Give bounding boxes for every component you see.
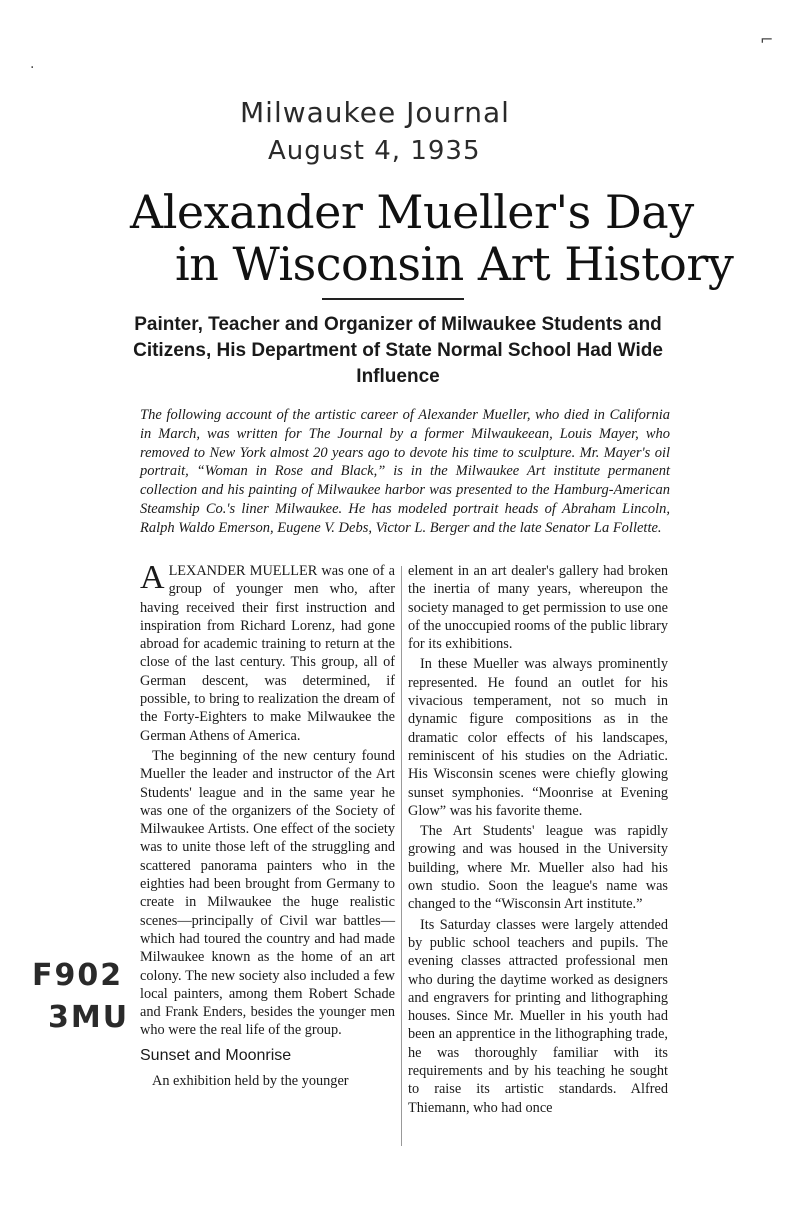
paragraph-text: LEXANDER MUELLER was one of a group of younger men who, after having received their first instruction and inspiration from Richard Lorenz, had gone abroad for academic training to return at the close of the last century. This group, all of German descent, was determined, if possible, to bring to realization the dream of the Forty-Eighters to make Milwaukee the German Athens of America. <box>140 563 395 744</box>
column-divider <box>401 566 402 1146</box>
handwritten-call-number-1: F902 <box>32 958 124 993</box>
paragraph <box>140 559 395 745</box>
handwritten-call-number-2: 3MU <box>48 1000 130 1035</box>
headline-line-1: Alexander Mueller's Day <box>130 185 694 239</box>
section-heading: Sunset and Moonrise <box>140 1046 292 1064</box>
paragraph: Its Saturday classes were largely attended by public school teachers and pupils. The evening classes attracted professional men who during the daytime worked as designers and engravers for printing and lithographing houses. Since Mr. Mueller in his youth had been an apprentice in the lithographing trade, he was thoroughly familiar with its requirements and by his teaching he sought to raise its artistic standards. Alfred Thiemann, who had once <box>408 916 668 1116</box>
article-column-left <box>140 559 395 1092</box>
drop-cap: A <box>140 559 165 596</box>
handwritten-date: August 4, 1935 <box>268 136 481 166</box>
paragraph: An exhibition held by the younger <box>152 1072 349 1089</box>
handwritten-newspaper-name: Milwaukee Journal <box>240 96 510 129</box>
paragraph: In these Mueller was always prominently represented. He found an outlet for his vivacious temperament, not so much in dynamic figure compositions as in the dramatic color effects of his landscapes, reminiscent of his studies on the Adriatic. His Wisconsin scenes were chiefly glowing sunset symphonies. “Moonrise at Evening Glow” was his favorite theme. <box>408 656 668 819</box>
subheadline: Painter, Teacher and Organizer of Milwaukee Students and Citizens, His Department of State Normal School Had Wide Influence <box>133 314 663 387</box>
article-column-right <box>408 562 668 1119</box>
paragraph: element in an art dealer's gallery had broken the inertia of many years, whereupon the society managed to get permission to use one of the unoccupied rooms of the public library for its exhibitions. <box>408 563 668 653</box>
scan-mark-icon: ⌐ <box>760 30 774 49</box>
paragraph: The beginning of the new century found Mueller the leader and instructor of the Art Students' league and in the same year he was one of the organizers of the Society of Milwaukee Artists. One effect of the society was to unite those left of the struggling and scattered panorama painters who in the eighties had been brought from Germany to create in Milwaukee the huge realistic scenes—principally of Civil war battles—which had toured the country and had made Milwaukee known as the home of an art colony. The new society also included a few local painters, among them Robert Schade and Frank Enders, besides the younger men who were the real life of the group. <box>140 747 395 1039</box>
headline-rule <box>322 298 464 300</box>
scan-speck-icon: · <box>30 60 35 76</box>
paragraph: The Art Students' league was rapidly growing and was housed in the University building, where Mr. Mueller also had his own studio. Soon the league's name was changed to the “Wisconsin Art institute.” <box>408 823 668 913</box>
headline-line-2: in Wisconsin Art History <box>175 237 734 291</box>
intro-paragraph: The following account of the artistic career of Alexander Mueller, who died in California in March, was written for The Journal by a former Milwaukeean, Louis Mayer, who removed to New York almost 20 years ago to devote his time to sculpture. Mr. Mayer's oil portrait, “Woman in Rose and Black,” is in the Milwaukee Art institute permanent collection and his painting of Milwaukee harbor was presented to the Hamburg-American Steamship Co.'s liner Milwaukee. He has modeled portrait heads of Abraham Lincoln, Ralph Waldo Emerson, Eugene V. Debs, Victor L. Berger and the late Senator La Follette. <box>140 407 670 536</box>
